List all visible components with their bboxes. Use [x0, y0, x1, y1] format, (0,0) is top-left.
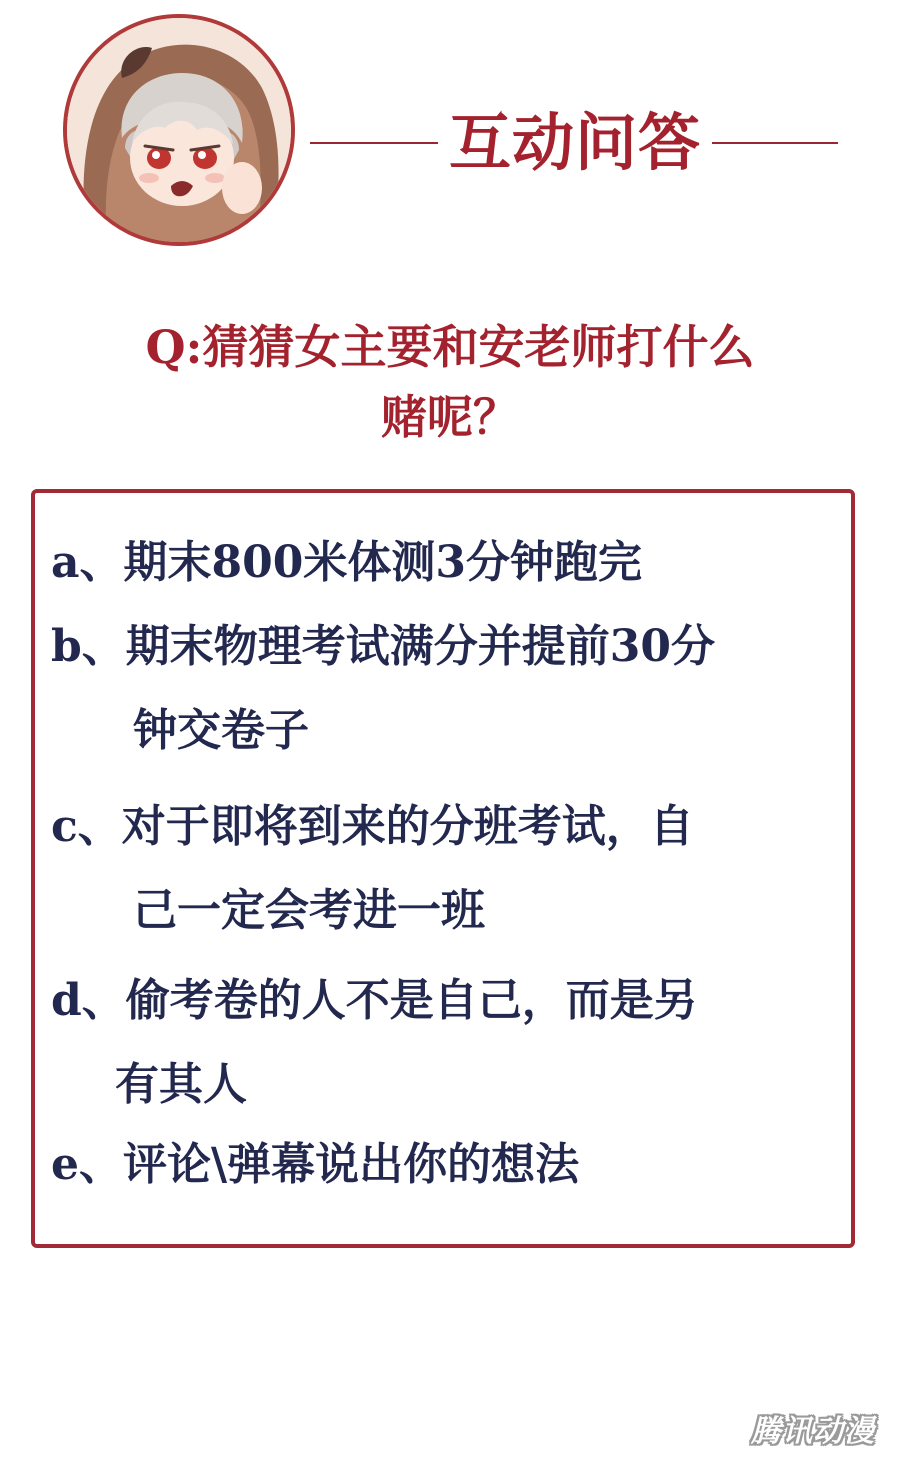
chibi-character-avatar-icon: [67, 18, 291, 242]
option-b: [51, 605, 715, 773]
question-line-1: Q:猜猜女主要和安老师打什么: [145, 320, 755, 374]
watermark-logo: 腾讯动漫: [751, 1414, 875, 1449]
option-b-line-2: 钟交卷子: [133, 705, 309, 756]
option-a-line-1: a、期末800米体测3分钟跑完: [51, 537, 642, 588]
option-d-line-2: 有其人: [115, 1059, 247, 1110]
section-title-row: [310, 108, 840, 178]
title-divider-left: [310, 142, 438, 144]
option-a: [51, 521, 642, 605]
option-e-line-1: e、评论\弹幕说出你的想法: [51, 1139, 580, 1190]
question-line-2: 赌呢？: [381, 390, 519, 444]
option-d: [51, 959, 698, 1127]
title-divider-right: [712, 142, 838, 144]
option-e: [51, 1123, 579, 1207]
question-text: [40, 312, 860, 452]
option-c-line-2: 己一定会考进一班: [133, 885, 485, 936]
option-c: [51, 785, 694, 953]
option-b-line-1: b、期末物理考试满分并提前30分: [51, 621, 715, 672]
avatar: [63, 14, 295, 246]
options-box: [31, 489, 855, 1248]
option-d-line-1: d、偷考卷的人不是自己，而是另: [51, 975, 698, 1026]
option-c-line-1: c、对于即将到来的分班考试，自: [51, 801, 694, 852]
section-title: 互动问答: [448, 106, 701, 179]
